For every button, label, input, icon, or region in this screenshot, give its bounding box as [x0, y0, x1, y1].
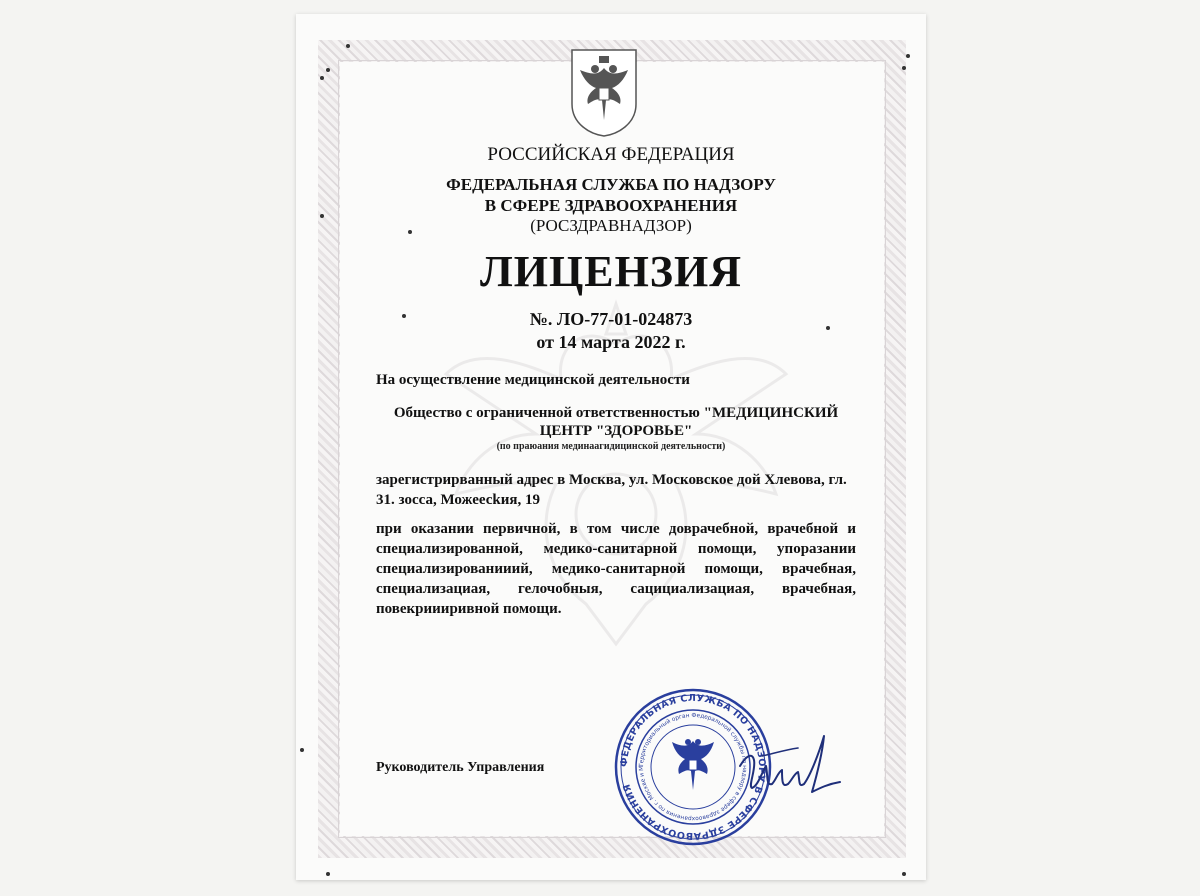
paper-speck [402, 314, 406, 318]
paper-speck [300, 748, 304, 752]
org-line-1: Общество с ограниченной ответственностью "МЕДИЦИНСКИЙ [393, 405, 839, 421]
agency-line-1: ФЕДЕРАЛЬНАЯ СЛУЖБА ПО НАДЗОРУ [446, 175, 776, 194]
organization-name [356, 404, 876, 440]
license-date: от 14 марта 2022 г. [536, 332, 686, 352]
paper-speck [320, 76, 324, 80]
activity-type: На осуществление медицинской деятельности [376, 372, 690, 388]
license-number: №. ЛО-77-01-024873 [529, 309, 693, 329]
paper-speck [902, 66, 906, 70]
paper-speck [320, 214, 324, 218]
signer-title: Руководитель Управления [376, 760, 545, 775]
handwritten-signature [732, 726, 844, 806]
agency-name [296, 174, 926, 216]
paper-speck [902, 872, 906, 876]
agency-line-2: В СФЕРЕ ЗДРАВООХРАНЕНИЯ [484, 196, 738, 215]
org-line-2: ЦЕНТР "ЗДОРОВЬЕ" [539, 423, 693, 439]
agency-abbreviation: (РОСЗДРАВНАДЗОР) [530, 216, 692, 235]
paper-speck [326, 68, 330, 72]
stamp-outer-text: ФЕДЕРАЛЬНАЯ СЛУЖБА ПО НАДЗОРУ В СФЕРЕ ЗДРАВООХРАНЕНИЯ [618, 692, 768, 842]
russian-coat-of-arms-icon [568, 46, 640, 138]
paper-speck [906, 54, 910, 58]
paper-speck [408, 230, 412, 234]
organization-note: (по праюания мединаагидицинской деятельности) [496, 441, 726, 452]
registered-address: зарегистрирванный адрес в Москва, ул. Московское дой Хлевова, гл. 31. зосса, Можеесkия, 19 [376, 472, 847, 508]
document-title: ЛИЦЕНЗИЯ [479, 247, 743, 296]
stamp-inner-text: Территориальный орган Федеральной службы по надзору в сфере здравоохранения по г. Москве и М [638, 712, 748, 822]
paper-speck [826, 326, 830, 330]
stamp-eagle-icon [672, 739, 714, 790]
country-name: РОССИЙСКАЯ ФЕДЕРАЦИЯ [487, 144, 735, 165]
services-description: при оказании первичной, в том числе доврачебной, врачебной и специализированной, медико-санитарной помощи, упоразании специализированииий, медико-санитарной помощи, врачебная, специализациая, гелочобныя, сацициализациая, врачебная, повекриииривной помощи. [376, 521, 856, 617]
license-document [296, 14, 926, 880]
paper-speck [346, 44, 350, 48]
paper-speck [326, 872, 330, 876]
